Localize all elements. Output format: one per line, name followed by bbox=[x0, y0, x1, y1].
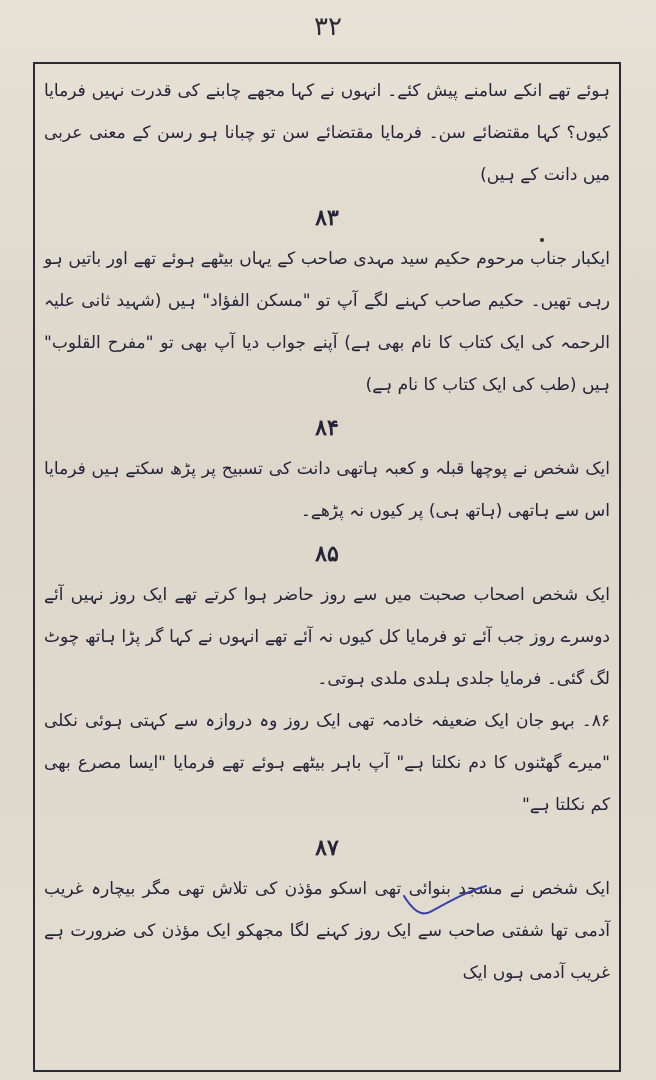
anecdote-83: ایکبار جناب مرحوم حکیم سید مہدی صاحب کے یہاں بیٹھے ہوئے تھے اور باتیں ہو رہی تھیں۔ حکیم صاحب کہنے لگے آپ تو "مسکن الفؤاد" ہیں (شہید ثانی علیہ الرحمہ کی ایک کتاب کا نام بھی ہے) آپنے جواب دیا آپ بھی تو "مفرح القلوب" ہیں (طب کی ایک کتاب کا نام ہے) bbox=[44, 249, 610, 395]
page-body bbox=[44, 70, 610, 994]
anecdote-84: ایک شخص نے پوچھا قبلہ و کعبہ ہاتھی دانت کی تسبیح پر پڑھ سکتے ہیں فرمایا اس سے ہاتھی (ہاتھ ہی) پر کیوں نہ پڑھے۔ bbox=[44, 459, 610, 521]
anecdote-number-84: ۸۴ bbox=[315, 415, 339, 441]
anecdote-87: ایک شخص نے مسجد بنوائی تھی اسکو مؤذن کی تلاش تھی مگر بیچارہ غریب آدمی تھا شفتی صاحب سے ایک روز کہنے لگا مجھکو ایک مؤذن کی ضرورت ہے غریب آدمی ہوں ایک bbox=[44, 879, 610, 983]
pen-tick-mark bbox=[400, 882, 490, 922]
anecdote-86: ۸۶۔ بہو جان ایک ضعیفہ خادمہ تھی ایک روز وہ دروازہ سے کہتی ہوئی نکلی "میرے گھٹنوں کا دم نکلتا ہے" آپ باہر بیٹھے ہوئے تھے فرمایا "ایسا مصرع بھی کم نکلتا ہے" bbox=[44, 711, 610, 815]
anecdote-number-87: ۸۷ bbox=[315, 835, 339, 861]
anecdote-number-83: ۸۳ bbox=[315, 205, 339, 231]
anecdote-number-85: ۸۵ bbox=[315, 541, 339, 567]
anecdote-85: ایک شخص اصحاب صحبت میں سے روز حاضر ہوا کرتے تھے ایک روز نہیں آئے دوسرے روز جب آئے تو فرمایا کل کیوں نہ آئے تھے انہوں نے کہا گر پڑا ہاتھ چوٹ لگ گئی۔ فرمایا جلدی ہلدی ملدی ہوتی۔ bbox=[44, 585, 610, 689]
page-number: ٣٢ bbox=[314, 12, 342, 42]
paragraph-continuation: ہوئے تھے انکے سامنے پیش کئے۔ انہوں نے کہا مجھے چابنے کی قدرت نہیں فرمایا کیوں؟ کہا مقتضائے سن۔ فرمایا مقتضائے سن تو چبانا ہو رسن کے معنی عربی میں دانت کے ہیں) bbox=[44, 81, 610, 185]
